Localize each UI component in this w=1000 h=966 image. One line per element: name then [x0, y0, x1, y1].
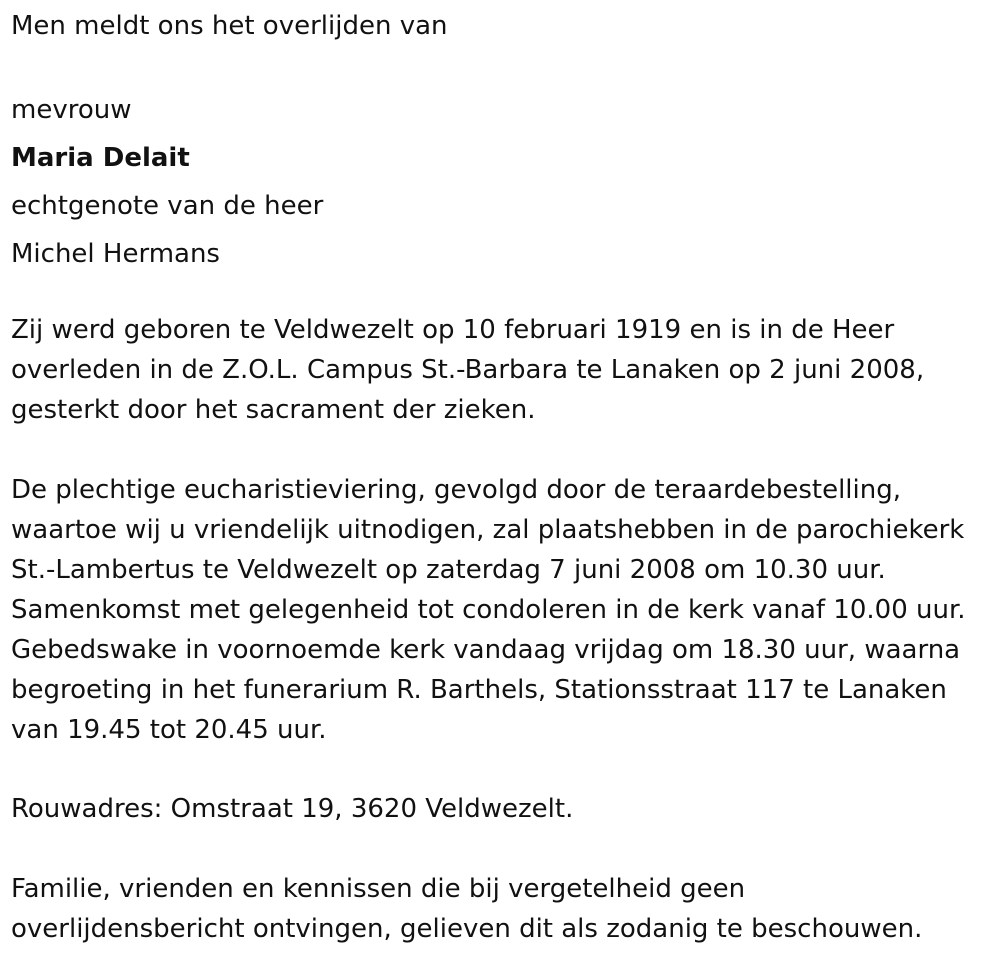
relation-text: echtgenote van de heer	[11, 191, 324, 221]
paragraph-line: De plechtige eucharistieviering, gevolgd door de teraardebestelling,	[11, 475, 902, 505]
paragraph-line: overleden in de Z.O.L. Campus St.-Barbara te Lanaken op 2 juni 2008,	[11, 355, 925, 385]
service-paragraph	[11, 470, 966, 750]
deceased-name: Maria Delait	[11, 143, 190, 173]
paragraph-line: begroeting in het funerarium R. Barthels, Stationsstraat 117 te Lanaken	[11, 675, 947, 705]
paragraph-line: gesterkt door het sacrament der zieken.	[11, 395, 536, 425]
paragraph-line: St.-Lambertus te Veldwezelt op zaterdag 7 juni 2008 om 10.30 uur.	[11, 555, 886, 585]
birth-death-paragraph	[11, 310, 924, 430]
paragraph-line: overlijdensbericht ontvingen, gelieven dit als zodanig te beschouwen.	[11, 914, 923, 944]
paragraph-line: waartoe wij u vriendelijk uitnodigen, zal plaatshebben in de parochiekerk	[11, 515, 965, 545]
paragraph-line: Rouwadres: Omstraat 19, 3620 Veldwezelt.	[11, 794, 574, 824]
intro-line: Men meldt ons het overlijden van	[11, 11, 448, 41]
deceased-title: mevrouw	[11, 95, 132, 125]
intro-text	[11, 6, 448, 46]
deceased-block	[11, 86, 323, 278]
spouse-name: Michel Hermans	[11, 239, 220, 269]
paragraph-line: Familie, vrienden en kennissen die bij vergetelheid geen	[11, 874, 746, 904]
paragraph-line: Zij werd geboren te Veldwezelt op 10 februari 1919 en is in de Heer	[11, 315, 895, 345]
paragraph-line: Samenkomst met gelegenheid tot condoleren in de kerk vanaf 10.00 uur.	[11, 595, 966, 625]
address-paragraph	[11, 789, 573, 829]
paragraph-line: Gebedswake in voornoemde kerk vandaag vrijdag om 18.30 uur, waarna	[11, 635, 961, 665]
paragraph-line: van 19.45 tot 20.45 uur.	[11, 715, 327, 745]
family-paragraph	[11, 869, 922, 949]
